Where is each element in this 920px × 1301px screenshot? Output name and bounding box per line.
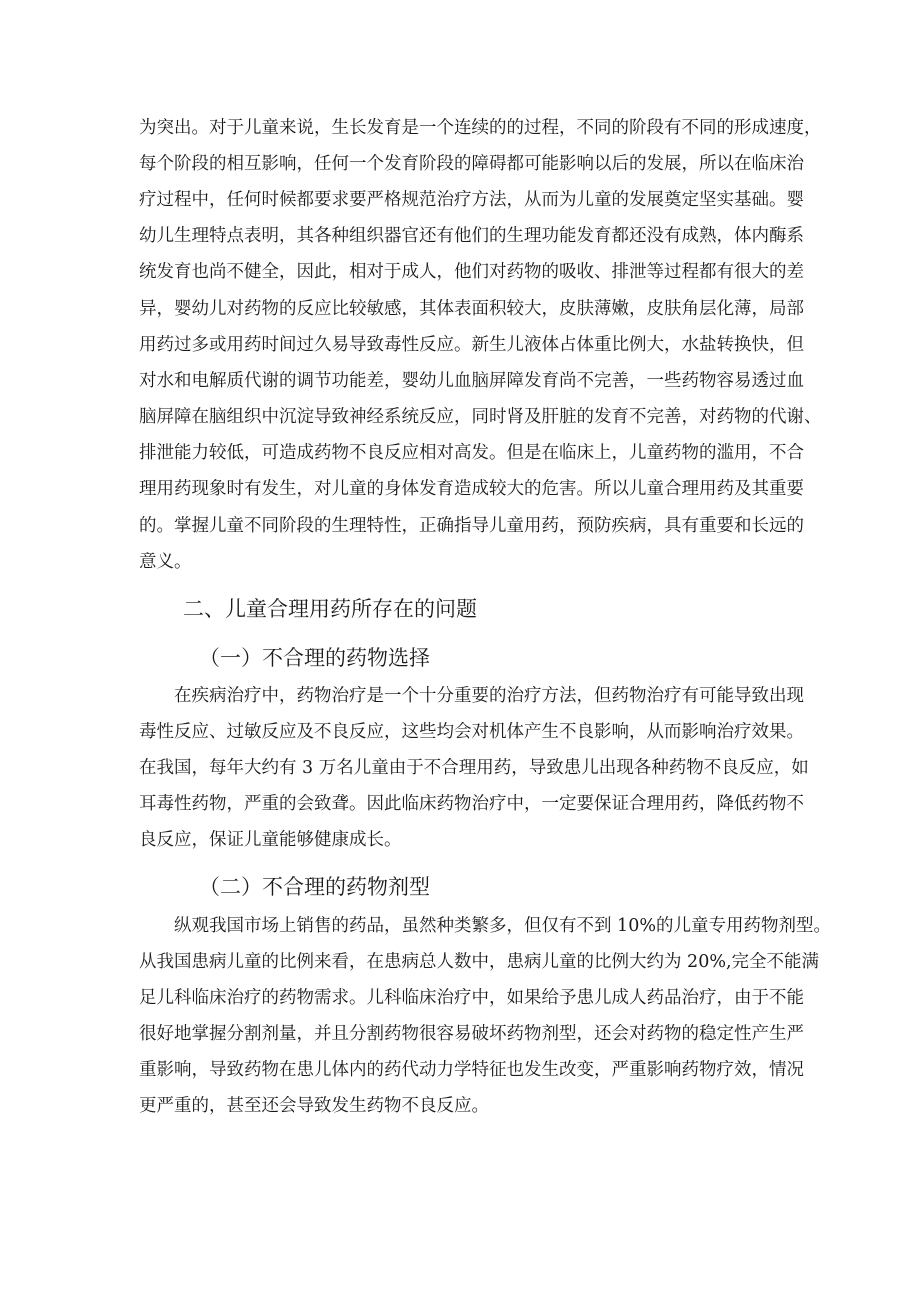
paragraph-line: 更严重的，甚至还会导致发生药物不良反应。 xyxy=(139,1096,489,1116)
paragraph-line: 很好地掌握分割剂量，并且分割药物很容易破坏药物剂型，还会对药物的稳定性产生严 xyxy=(139,1024,804,1044)
paragraph-line: 的。掌握儿童不同阶段的生理特性，正确指导儿童用药，预防疾病，具有重要和长远的 xyxy=(139,516,804,536)
paragraph-line: 从我国患病儿童的比例来看，在患病总人数中，患病儿童的比例大约为 20%,完全不能满 xyxy=(139,952,820,972)
paragraph-line: 足儿科临床治疗的药物需求。儿科临床治疗中，如果给予患儿成人药品治疗，由于不能 xyxy=(139,988,804,1008)
paragraph-line: 耳毒性药物，严重的会致聋。因此临床药物治疗中，一定要保证合理用药，降低药物不 xyxy=(139,794,804,814)
subsection-2-heading: （二）不合理的药物剂型 xyxy=(199,875,430,899)
paragraph-line: 统发育也尚不健全，因此，相对于成人，他们对药物的吸收、排泄等过程都有很大的差 xyxy=(139,262,804,282)
paragraph-line: 为突出。对于儿童来说，生长发育是一个连续的的过程，不同的阶段有不同的形成速度， xyxy=(139,118,822,138)
section-heading: 二、儿童合理用药所存在的问题 xyxy=(183,597,477,621)
paragraph-line: 疗过程中，任何时候都要求要严格规范治疗方法，从而为儿童的发展奠定坚实基础。婴 xyxy=(139,190,804,210)
paragraph-line: 良反应，保证儿童能够健康成长。 xyxy=(139,830,402,850)
paragraph-line: 意义。 xyxy=(139,552,192,572)
paragraph-line: 异，婴幼儿对药物的反应比较敏感，其体表面积较大，皮肤薄嫩，皮肤角层化薄，局部 xyxy=(139,299,804,319)
paragraph-line: 重影响，导致药物在患儿体内的药代动力学特征也发生改变，严重影响药物疗效，情况 xyxy=(139,1060,804,1080)
subsection-1-heading: （一）不合理的药物选择 xyxy=(199,646,430,670)
paragraph-line: 在我国，每年大约有 3 万名儿童由于不合理用药，导致患儿出现各种药物不良反应，如 xyxy=(139,758,809,778)
paragraph-line: 脑屏障在脑组织中沉淀导致神经系统反应，同时肾及肝脏的发育不完善，对药物的代谢、 xyxy=(139,407,822,427)
paragraph-line: 用药过多或用药时间过久易导致毒性反应。新生儿液体占体重比例大，水盐转换快，但 xyxy=(139,335,804,355)
paragraph-line: 纵观我国市场上销售的药品，虽然种类繁多，但仅有不到 10%的儿童专用药物剂型。 xyxy=(174,916,831,936)
paragraph-line: 幼儿生理特点表明，其各种组织器官还有他们的生理功能发育都还没有成熟，体内酶系 xyxy=(139,226,804,246)
paragraph-line: 对水和电解质代谢的调节功能差，婴幼儿血脑屏障发育尚不完善，一些药物容易透过血 xyxy=(139,371,804,391)
paragraph-line: 毒性反应、过敏反应及不良反应，这些均会对机体产生不良影响，从而影响治疗效果。 xyxy=(139,722,804,742)
paragraph-line: 排泄能力较低，可造成药物不良反应相对高发。但是在临床上，儿童药物的滥用，不合 xyxy=(139,443,804,463)
paragraph-line: 理用药现象时有发生，对儿童的身体发育造成较大的危害。所以儿童合理用药及其重要 xyxy=(139,479,804,499)
paragraph-line: 在疾病治疗中，药物治疗是一个十分重要的治疗方法，但药物治疗有可能导致出现 xyxy=(174,686,804,706)
paragraph-line: 每个阶段的相互影响，任何一个发育阶段的障碍都可能影响以后的发展，所以在临床治 xyxy=(139,154,804,174)
